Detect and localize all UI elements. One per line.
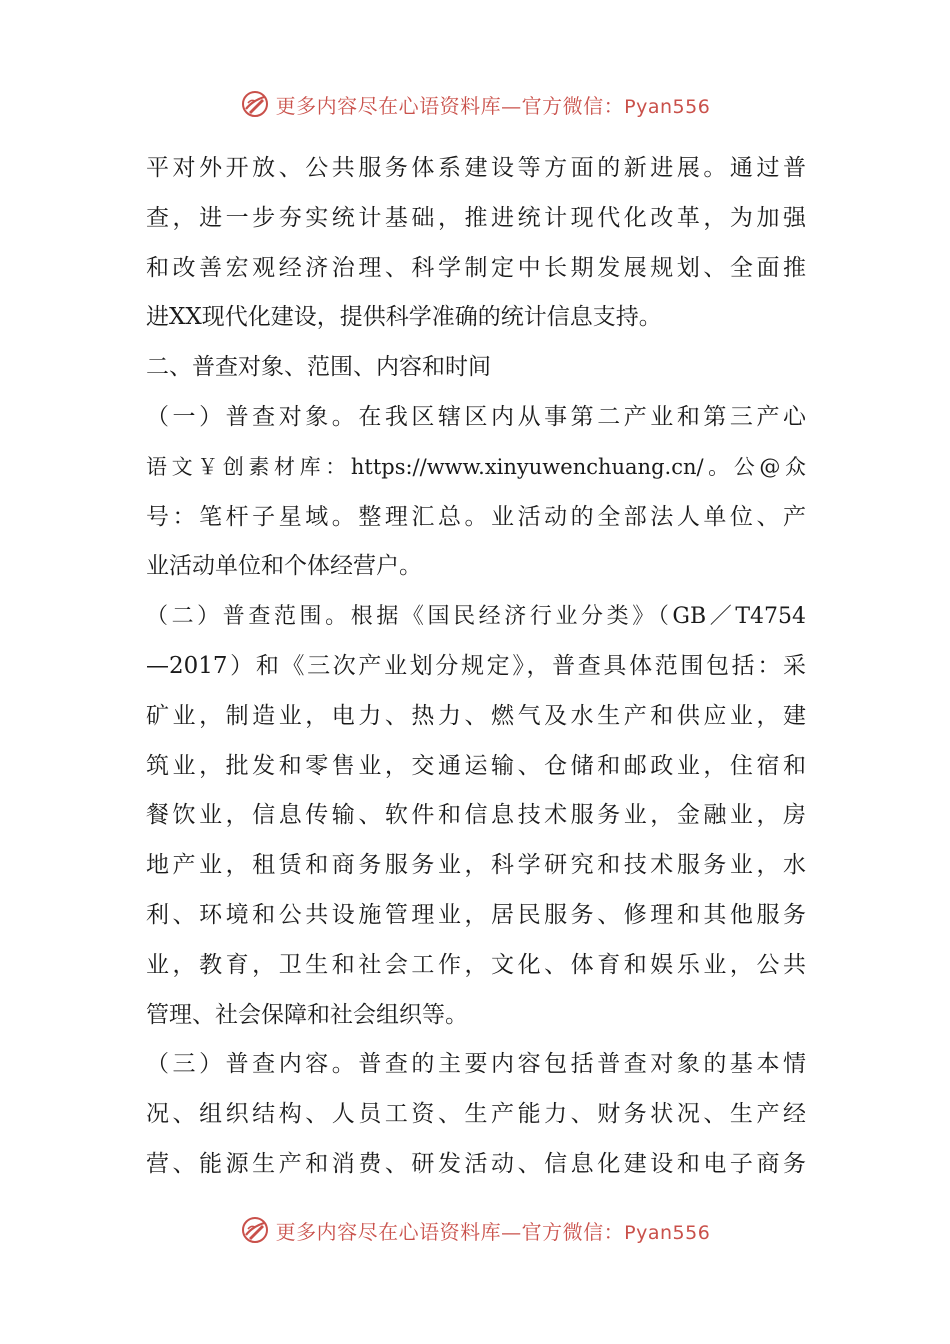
- section-heading: 二、普查对象、范围、内容和时间: [146, 354, 491, 381]
- header-banner-cn: 更多内容尽在心语资料库—官方微信：: [275, 93, 625, 118]
- body-line: 筑业，批发和零售业，交通运输、仓储和邮政业，住宿和: [146, 752, 806, 779]
- body-line: 语文￥创素材库：https://www.xinyuwenchuang.cn/。公@众: [146, 454, 806, 479]
- body-line: （三）普查内容。普查的主要内容包括普查对象的基本情: [146, 1051, 806, 1078]
- body-line: 平对外开放、公共服务体系建设等方面的新进展。通过普: [146, 155, 806, 181]
- body-line: 业活动单位和个体经营户。: [146, 553, 422, 580]
- footer-banner-text: [276, 1216, 711, 1245]
- pen-logo-icon: [240, 1215, 270, 1245]
- body-line: 餐饮业，信息传输、软件和信息技术服务业，金融业，房: [146, 802, 806, 829]
- header-banner: [0, 84, 950, 124]
- pen-logo-icon: [240, 89, 270, 119]
- body-line: 查，进一步夯实统计基础，推进统计现代化改革，为加强: [146, 204, 806, 231]
- body-line: 利、环境和公共设施管理业，居民服务、修理和其他服务: [146, 901, 806, 928]
- body-line: 营、能源生产和消费、研发活动、信息化建设和电子商务: [146, 1150, 806, 1177]
- footer-banner-wechat-id: Pyan556: [624, 1221, 711, 1244]
- body-line: 况、组织结构、人员工资、生产能力、财务状况、生产经: [146, 1101, 806, 1128]
- header-banner-text: [276, 90, 711, 119]
- body-line: 地产业，租赁和商务服务业，科学研究和技术服务业，水: [146, 852, 806, 879]
- body-line: 号：笔杆子星域。整理汇总。业活动的全部法人单位、产: [146, 503, 806, 530]
- body-line: 进XX现代化建设，提供科学准确的统计信息支持。: [146, 304, 662, 331]
- footer-banner-cn: 更多内容尽在心语资料库—官方微信：: [275, 1219, 625, 1244]
- header-banner-wechat-id: Pyan556: [624, 95, 711, 118]
- body-line: 业，教育，卫生和社会工作，文化、体育和娱乐业，公共: [146, 951, 806, 978]
- body-line: （二）普查范围。根据《国民经济行业分类》（GB／T4754: [146, 604, 806, 630]
- body-line: 矿业，制造业，电力、热力、燃气及水生产和供应业，建: [146, 702, 806, 729]
- body-line: 和改善宏观经济治理、科学制定中长期发展规划、全面推: [146, 254, 806, 281]
- body-line: （一）普查对象。在我区辖区内从事第二产业和第三产心: [146, 403, 806, 430]
- body-line: 管理、社会保障和社会组织等。: [146, 1001, 468, 1028]
- body-line: —2017）和《三次产业划分规定》，普查具体范围包括：采: [146, 652, 806, 679]
- footer-banner: [0, 1210, 950, 1250]
- document-body: [146, 144, 806, 1190]
